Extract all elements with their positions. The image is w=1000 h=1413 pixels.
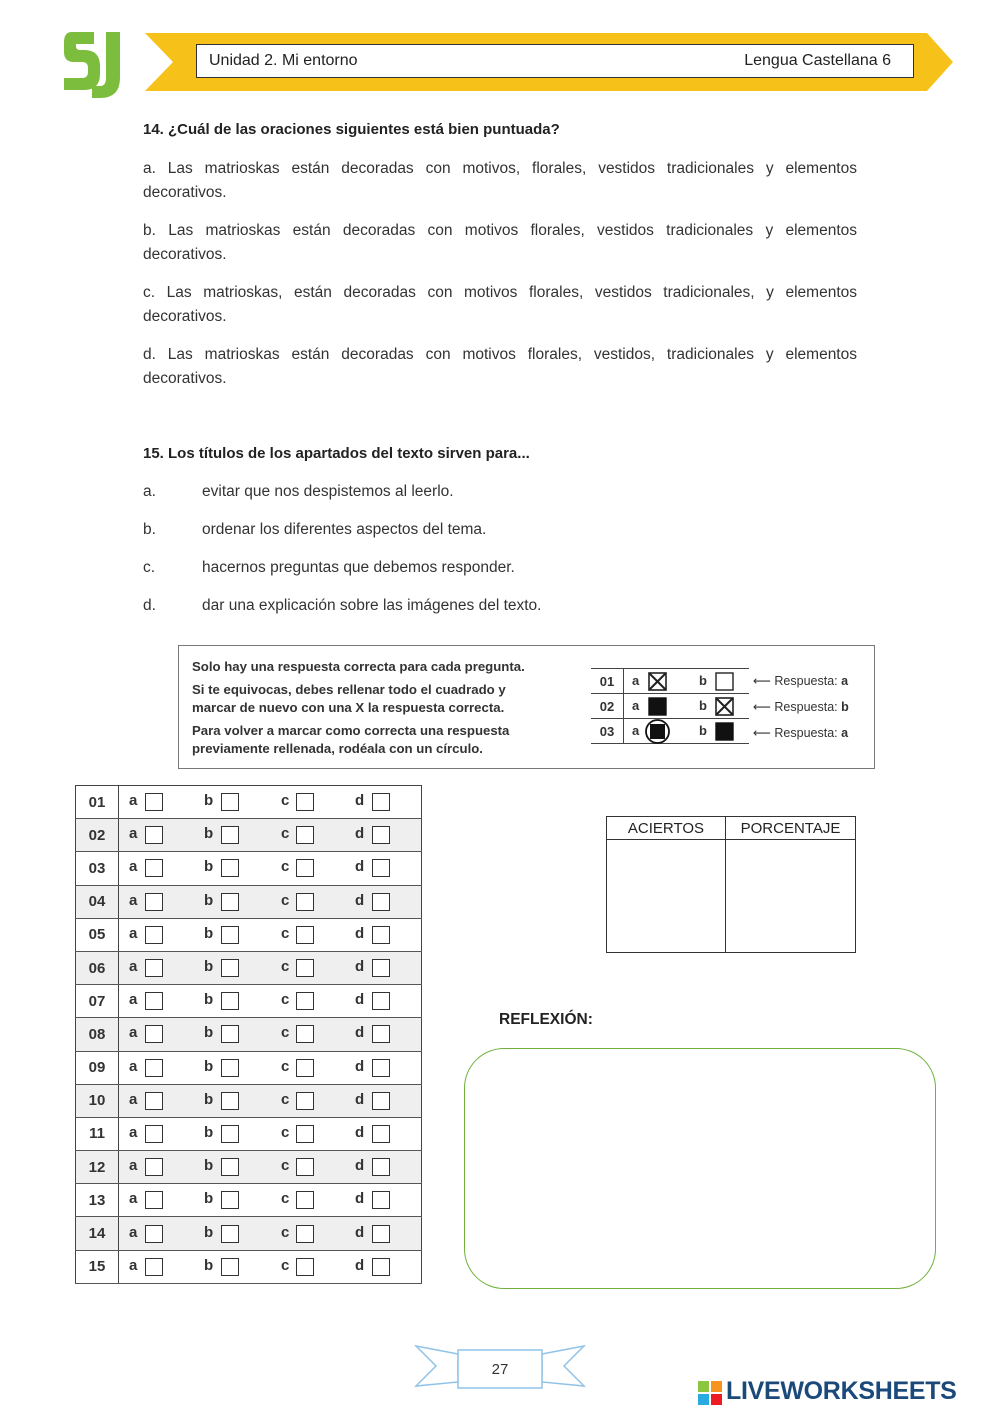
option-label-d: d [355,958,365,976]
answer-row-10 [76,1084,422,1117]
answer-checkbox-13-c[interactable] [296,1191,314,1209]
reflection-title: REFLEXIÓN: [499,1011,593,1028]
option-label-a: a [129,1223,138,1241]
row-number: 07 [76,985,119,1018]
answer-row-04 [76,885,422,918]
liveworksheets-text: LIVEWORKSHEETS [726,1377,957,1405]
answer-row-15 [76,1250,422,1283]
arrow-left-icon: ⟵ Respuesta: [753,726,838,740]
answer-checkbox-09-c[interactable] [296,1059,314,1077]
answer-row-13 [76,1184,422,1217]
option-label-a: a [129,924,138,942]
example-label-b: b [699,673,707,688]
sj-logo [62,28,126,100]
option-label-c: c [281,792,290,810]
arrow-left-icon: ⟵ Respuesta: [753,700,838,714]
answer-checkbox-05-c[interactable] [296,926,314,944]
answer-checkbox-05-a[interactable] [145,926,163,944]
row-number: 12 [76,1151,119,1184]
option-label-d: d [355,1057,365,1075]
option-label-a: a [129,1024,138,1042]
answer-checkbox-15-c[interactable] [296,1258,314,1276]
option-label-d: d [355,1024,365,1042]
row-number: 13 [76,1184,119,1217]
row-number: 01 [76,786,119,819]
answer-checkbox-04-c[interactable] [296,893,314,911]
question-14-option-d: d. Las matrioskas están decoradas con motivos florales, vestidos, tradicionales y elementos decorativos. [143,346,857,387]
example-number: 02 [591,694,624,719]
option-label-b: b [204,891,214,909]
row-number: 06 [76,951,119,984]
option-label-b: b [204,1057,214,1075]
option-label-b: b [204,991,214,1009]
answer-checkbox-14-c[interactable] [296,1225,314,1243]
row-number: 03 [76,852,119,885]
answer-checkbox-03-a[interactable] [145,859,163,877]
answer-checkbox-01-a[interactable] [145,793,163,811]
option-label-a: a [129,891,138,909]
answer-checkbox-12-d[interactable] [372,1158,390,1176]
option-label-d: d [355,1157,365,1175]
aciertos-field[interactable] [607,840,726,953]
option-label-c: c [281,1223,290,1241]
option-label-b: b [204,1123,214,1141]
answer-checkbox-15-b[interactable] [221,1258,239,1276]
option-label-c: c [281,858,290,876]
option-label-b: b [204,858,214,876]
answer-checkbox-03-d[interactable] [372,859,390,877]
answer-checkbox-01-d[interactable] [372,793,390,811]
answer-checkbox-11-c[interactable] [296,1125,314,1143]
answer-checkbox-06-a[interactable] [145,959,163,977]
row-number: 02 [76,819,119,852]
example-answer-02 [753,699,849,714]
option-label-a: a [129,1090,138,1108]
option-label-a: a [129,991,138,1009]
option-label-d: d [355,1123,365,1141]
option-label-b: b [204,1157,214,1175]
option-label-c: c [281,891,290,909]
answer-row-01 [76,786,422,819]
page-number: 27 [491,1361,509,1378]
answer-checkbox-05-b[interactable] [221,926,239,944]
liveworksheets-icon [698,1381,722,1405]
option-label-a: a [129,1123,138,1141]
instruction-line-3a: Para volver a marcar como correcta una respuesta [192,723,510,738]
option-label-b: b [204,1223,214,1241]
answer-checkbox-12-a[interactable] [145,1158,163,1176]
option-label-b: b [204,924,214,942]
option-label-b: b [204,958,214,976]
arrow-left-icon: ⟵ Respuesta: [753,674,838,688]
answer-row-03 [76,852,422,885]
option-label-a: a [129,792,138,810]
answer-row-08 [76,1018,422,1051]
score-table [606,816,856,953]
row-number: 04 [76,885,119,918]
answer-checkbox-09-b[interactable] [221,1059,239,1077]
answer-checkbox-15-a[interactable] [145,1258,163,1276]
example-label-b: b [699,698,707,713]
option-letter: d. [143,597,156,614]
example-label-a: a [632,673,640,688]
answer-checkbox-06-b[interactable] [221,959,239,977]
answer-checkbox-10-a[interactable] [145,1092,163,1110]
example-label-b: b [699,723,707,738]
answer-checkbox-02-c[interactable] [296,826,314,844]
row-number: 09 [76,1051,119,1084]
answer-checkbox-04-a[interactable] [145,893,163,911]
porcentaje-header: PORCENTAJE [726,817,856,840]
question-14-option-c: c. Las matrioskas, están decoradas con motivos florales, vestidos tradicionales, y elementos decorativos. [143,284,857,325]
answer-checkbox-14-a[interactable] [145,1225,163,1243]
answer-checkbox-08-d[interactable] [372,1025,390,1043]
answer-checkbox-01-b[interactable] [221,793,239,811]
instruction-line-2a: Si te equivocas, debes rellenar todo el cuadrado y [192,682,506,697]
option-label-d: d [355,991,365,1009]
row-number: 10 [76,1084,119,1117]
answer-checkbox-03-c[interactable] [296,859,314,877]
answer-checkbox-11-a[interactable] [145,1125,163,1143]
example-number: 01 [591,669,624,694]
answer-checkbox-08-a[interactable] [145,1025,163,1043]
reflection-textbox[interactable] [464,1048,936,1289]
option-label-d: d [355,858,365,876]
answer-checkbox-15-d[interactable] [372,1258,390,1276]
answer-checkbox-14-d[interactable] [372,1225,390,1243]
answer-checkbox-03-b[interactable] [221,859,239,877]
empty-box-icon [715,672,734,691]
crossed-box-icon [715,697,734,716]
answer-row-11 [76,1117,422,1150]
answer-checkbox-04-b[interactable] [221,893,239,911]
option-label-b: b [204,1256,214,1274]
answer-checkbox-04-d[interactable] [372,893,390,911]
option-label-a: a [129,858,138,876]
row-number: 14 [76,1217,119,1250]
row-number: 11 [76,1117,119,1150]
answer-checkbox-13-a[interactable] [145,1191,163,1209]
option-label-a: a [129,1190,138,1208]
example-row-01 [591,669,749,694]
option-label-c: c [281,1190,290,1208]
answer-checkbox-07-b[interactable] [221,992,239,1010]
option-label-a: a [129,825,138,843]
subject-title: Lengua Castellana 6 [744,52,891,69]
header-title-box [196,44,914,78]
answer-checkbox-11-d[interactable] [372,1125,390,1143]
example-table [591,668,749,744]
option-label-d: d [355,792,365,810]
option-label-d: d [355,1190,365,1208]
answer-checkbox-10-b[interactable] [221,1092,239,1110]
answer-row-02 [76,819,422,852]
unit-title: Unidad 2. Mi entorno [209,52,358,69]
answer-checkbox-11-b[interactable] [221,1125,239,1143]
answer-checkbox-07-c[interactable] [296,992,314,1010]
option-label-c: c [281,1256,290,1274]
answer-checkbox-05-d[interactable] [372,926,390,944]
option-label-d: d [355,1090,365,1108]
answer-letter: b [841,700,849,714]
answer-row-14 [76,1217,422,1250]
option-label-d: d [355,1256,365,1274]
answer-checkbox-12-c[interactable] [296,1158,314,1176]
answer-checkbox-02-b[interactable] [221,826,239,844]
answer-row-09 [76,1051,422,1084]
option-label-c: c [281,1024,290,1042]
option-label-a: a [129,1256,138,1274]
option-label-c: c [281,1057,290,1075]
option-label-d: d [355,825,365,843]
question-14-option-a: a. Las matrioskas están decoradas con motivos, florales, vestidos tradicionales y elementos decorativos. [143,160,857,201]
row-number: 15 [76,1250,119,1283]
option-letter: a. [143,483,156,500]
answer-row-07 [76,985,422,1018]
answer-checkbox-07-d[interactable] [372,992,390,1010]
answer-checkbox-10-d[interactable] [372,1092,390,1110]
instruction-line-1: Solo hay una respuesta correcta para cada pregunta. [192,659,525,674]
option-label-d: d [355,1223,365,1241]
answer-row-06 [76,951,422,984]
option-label-a: a [129,958,138,976]
instructions-box [178,645,875,769]
answer-row-05 [76,918,422,951]
option-label-c: c [281,825,290,843]
option-label-d: d [355,891,365,909]
option-label-b: b [204,1024,214,1042]
option-label-a: a [129,1057,138,1075]
answer-checkbox-10-c[interactable] [296,1092,314,1110]
answer-checkbox-14-b[interactable] [221,1225,239,1243]
option-text: hacernos preguntas que debemos responder. [202,559,515,576]
example-number: 03 [591,719,624,744]
option-label-b: b [204,792,214,810]
answer-checkbox-08-b[interactable] [221,1025,239,1043]
answer-grid [75,785,422,1284]
answer-checkbox-09-a[interactable] [145,1059,163,1077]
filled-box-icon [648,697,667,716]
answer-checkbox-07-a[interactable] [145,992,163,1010]
option-label-c: c [281,924,290,942]
question-15-title: 15. Los títulos de los apartados del texto sirven para... [143,445,530,462]
crossed-box-icon [648,672,667,691]
answer-checkbox-09-d[interactable] [372,1059,390,1077]
example-answer-03 [753,725,848,740]
option-label-a: a [129,1157,138,1175]
answer-checkbox-01-c[interactable] [296,793,314,811]
option-letter: b. [143,521,156,538]
answer-checkbox-02-d[interactable] [372,826,390,844]
instruction-line-3b: previamente rellenada, rodéala con un círculo. [192,741,483,756]
option-letter: c. [143,559,156,576]
answer-checkbox-13-d[interactable] [372,1191,390,1209]
answer-letter: a [841,674,849,688]
option-text: dar una explicación sobre las imágenes del texto. [202,597,542,614]
option-text: ordenar los diferentes aspectos del tema. [202,521,487,538]
example-answer-01 [753,673,848,688]
option-label-d: d [355,924,365,942]
filled-box-icon [715,722,734,741]
option-label-b: b [204,825,214,843]
row-number: 08 [76,1018,119,1051]
option-label-b: b [204,1090,214,1108]
question-14-title: 14. ¿Cuál de las oraciones siguientes está bien puntuada? [143,121,560,138]
option-label-c: c [281,958,290,976]
option-label-c: c [281,991,290,1009]
answer-checkbox-06-c[interactable] [296,959,314,977]
example-label-a: a [632,723,640,738]
option-text: evitar que nos despistemos al leerlo. [202,483,454,500]
answer-letter: a [841,726,849,740]
example-row-02 [591,694,749,719]
porcentaje-field[interactable] [726,840,856,953]
option-label-b: b [204,1190,214,1208]
answer-checkbox-12-b[interactable] [221,1158,239,1176]
answer-checkbox-02-a[interactable] [145,826,163,844]
answer-checkbox-08-c[interactable] [296,1025,314,1043]
answer-row-12 [76,1151,422,1184]
row-number: 05 [76,918,119,951]
option-label-c: c [281,1157,290,1175]
aciertos-header: ACIERTOS [607,817,726,840]
option-label-c: c [281,1123,290,1141]
instruction-line-2b: marcar de nuevo con una X la respuesta correcta. [192,700,505,715]
example-row-03 [591,719,749,744]
circled-filled-box-icon [644,719,671,744]
example-label-a: a [632,698,640,713]
answer-checkbox-13-b[interactable] [221,1191,239,1209]
question-14-option-b: b. Las matrioskas están decoradas con motivos florales, vestidos tradicionales y elementos decorativos. [143,222,857,263]
option-label-c: c [281,1090,290,1108]
answer-checkbox-06-d[interactable] [372,959,390,977]
